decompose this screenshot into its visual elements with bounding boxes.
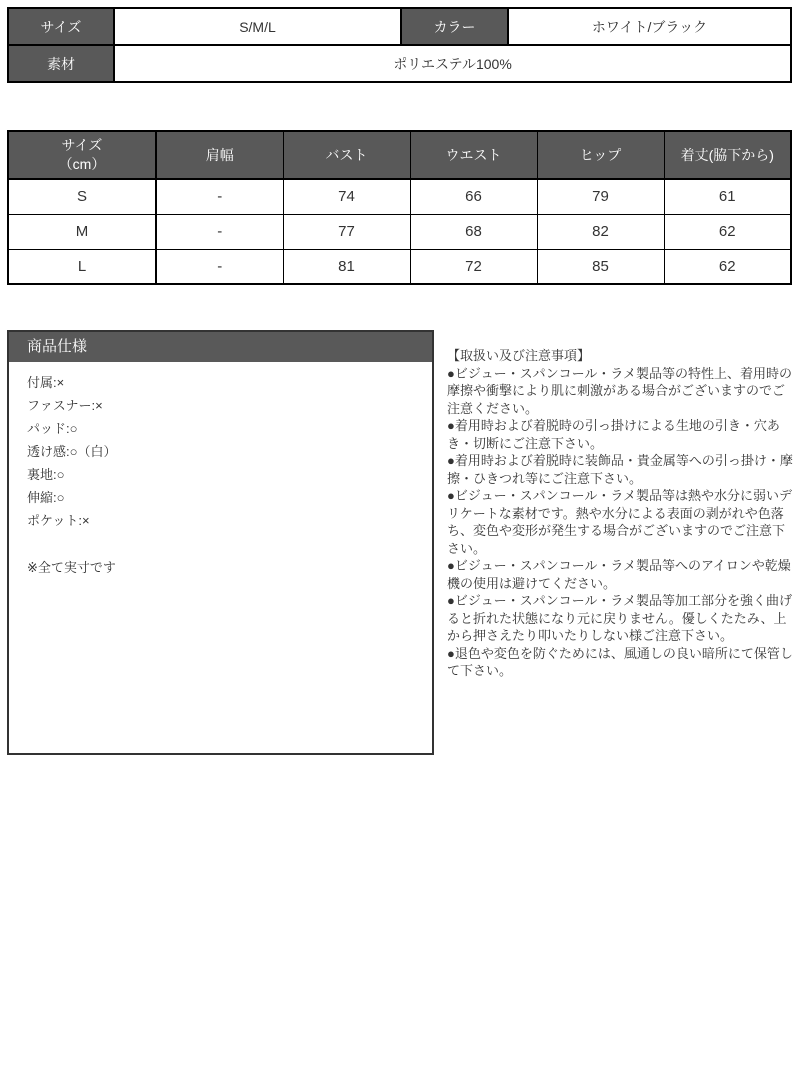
- length-cell: 61: [664, 179, 791, 214]
- color-value-cell: ホワイト/ブラック: [508, 8, 791, 45]
- spec-box: [7, 330, 434, 755]
- table-row: [8, 8, 791, 45]
- spec-box-title: 商品仕様: [9, 332, 432, 362]
- shoulder-cell: -: [156, 214, 283, 249]
- hip-header-cell: ヒップ: [537, 131, 664, 179]
- waist-cell: 66: [410, 179, 537, 214]
- care-note-item: ●ビジュー・スパンコール・ラメ製品等へのアイロンや乾燥機の使用は避けてください。: [447, 558, 791, 591]
- size-chart-table: [7, 130, 792, 285]
- waist-cell: 68: [410, 214, 537, 249]
- spec-item: 裏地:○: [27, 467, 65, 482]
- care-note-item: ●ビジュー・スパンコール・ラメ製品等の特性上、着用時の摩擦や衝撃により肌に刺激がある場合がございますのでご注意ください。: [447, 365, 792, 416]
- hip-cell: 85: [537, 249, 664, 284]
- shoulder-header-cell: 肩幅: [156, 131, 283, 179]
- material-value-cell: ポリエステル100%: [114, 45, 791, 82]
- spec-item: ポケット:×: [27, 513, 90, 528]
- care-note-item: ●着用時および着脱時に装飾品・貴金属等への引っ掛け・摩擦・ひきつれ等にご注意下さい。: [447, 453, 793, 486]
- care-notes-title: 【取扱い及び注意事項】: [447, 348, 591, 363]
- shoulder-cell: -: [156, 249, 283, 284]
- size-header-line1: サイズ: [61, 137, 103, 153]
- care-note-item: ●ビジュー・スパンコール・ラメ製品等加工部分を強く曲げると折れた状態になり元に戻りません。優しくたたみ、上から押さえたり叩いたりしない様ご注意下さい。: [447, 593, 792, 643]
- bust-cell: 81: [283, 249, 410, 284]
- size-row-l: [8, 249, 791, 284]
- hip-cell: 79: [537, 179, 664, 214]
- bust-header-cell: バスト: [283, 131, 410, 179]
- size-label-cell: サイズ: [8, 8, 114, 45]
- size-name-cell: L: [8, 249, 156, 284]
- size-name-cell: S: [8, 179, 156, 214]
- waist-cell: 72: [410, 249, 537, 284]
- spec-item: 伸縮:○: [27, 490, 65, 505]
- bust-cell: 74: [283, 179, 410, 214]
- spec-item: 透け感:○（白）: [27, 444, 117, 459]
- hip-cell: 82: [537, 214, 664, 249]
- care-note-item: ●退色や変色を防ぐためには、風通しの良い暗所にて保管して下さい。: [447, 645, 793, 678]
- bust-cell: 77: [283, 214, 410, 249]
- care-note-item: ●ビジュー・スパンコール・ラメ製品等は熱や水分に弱いデリケートな素材です。熱や水分による表面の剥がれや色落ち、変色や変形が発生する場合がございますのでご注意下さい。: [447, 488, 792, 556]
- care-note-item: ●着用時および着脱時の引っ掛けによる生地の引き・穴あき・切断にご注意下さい。: [447, 418, 780, 451]
- material-label-cell: 素材: [8, 45, 114, 82]
- length-cell: 62: [664, 249, 791, 284]
- color-label-cell: カラー: [401, 8, 508, 45]
- size-name-cell: M: [8, 214, 156, 249]
- size-row-m: [8, 214, 791, 249]
- waist-header-cell: ウエスト: [410, 131, 537, 179]
- size-cm-header-cell: [8, 131, 156, 179]
- care-notes: [447, 347, 795, 680]
- spec-item: パッド:○: [27, 421, 78, 436]
- size-header-line2: （cm）: [58, 156, 106, 172]
- size-chart-header-row: [8, 131, 791, 179]
- spec-note: ※全て実寸です: [27, 560, 116, 575]
- table-row: [8, 45, 791, 82]
- spec-list: [9, 362, 432, 579]
- spec-item: ファスナー:×: [27, 398, 103, 413]
- size-row-s: [8, 179, 791, 214]
- length-header-cell: 着丈(脇下から): [664, 131, 791, 179]
- shoulder-cell: -: [156, 179, 283, 214]
- size-value-cell: S/M/L: [114, 8, 401, 45]
- length-cell: 62: [664, 214, 791, 249]
- spec-item: 付属:×: [27, 375, 65, 390]
- product-info-table: [7, 7, 792, 83]
